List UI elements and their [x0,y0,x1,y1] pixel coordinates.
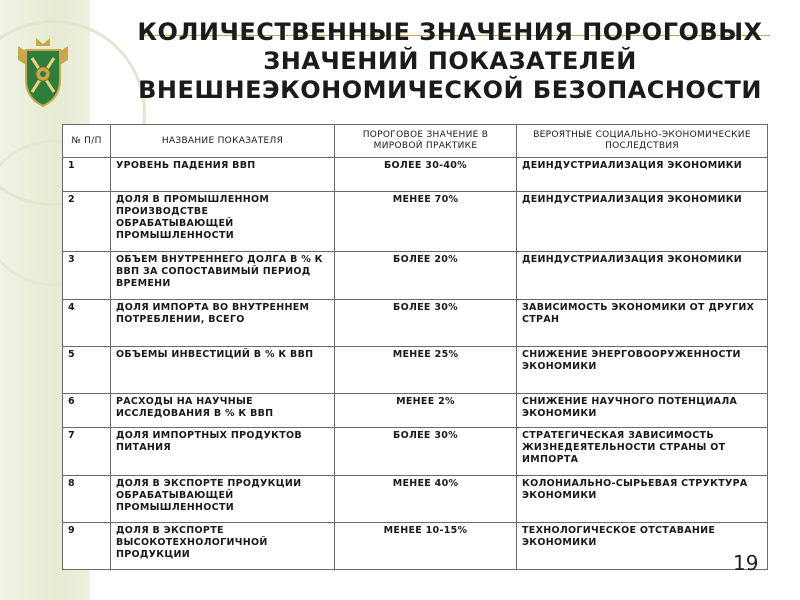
threshold-value: БОЛЕЕ 30% [335,428,517,476]
header-threshold: ПОРОГОВОЕ ЗНАЧЕНИЕ В МИРОВОЙ ПРАКТИКЕ [335,125,517,158]
indicator-name: ДОЛЯ В ПРОМЫШЛЕННОМ ПРОИЗВОДСТВЕ ОБРАБАТЫВАЮЩЕЙ ПРОМЫШЛЕННОСТИ [111,192,335,252]
title-line: ЗНАЧЕНИЙ ПОКАЗАТЕЛЕЙ [263,47,637,75]
threshold-value: МЕНЕЕ 25% [335,347,517,394]
indicators-table [62,124,768,570]
indicator-name: УРОВЕНЬ ПАДЕНИЯ ВВП [111,158,335,192]
consequence: ДЕИНДУСТРИАЛИЗАЦИЯ ЭКОНОМИКИ [517,192,768,252]
threshold-value: МЕНЕЕ 2% [335,394,517,428]
table-row [63,192,768,252]
threshold-value: МЕНЕЕ 40% [335,476,517,523]
table-header-row [63,125,768,158]
page-number: 19 [733,551,759,575]
table-row [63,347,768,394]
row-number: 4 [63,300,111,347]
consequence: СНИЖЕНИЕ ЭНЕРГОВООРУЖЕННОСТИ ЭКОНОМИКИ [517,347,768,394]
consequence: ЗАВИСИМОСТЬ ЭКОНОМИКИ ОТ ДРУГИХ СТРАН [517,300,768,347]
table-row [63,523,768,570]
row-number: 6 [63,394,111,428]
row-number: 7 [63,428,111,476]
indicator-name: ДОЛЯ В ЭКСПОРТЕ ВЫСОКОТЕХНОЛОГИЧНОЙ ПРОДУКЦИИ [111,523,335,570]
row-number: 9 [63,523,111,570]
row-number: 5 [63,347,111,394]
indicator-name: ОБЪЕМ ВНУТРЕННЕГО ДОЛГА В % К ВВП ЗА СОПОСТАВИМЫЙ ПЕРИОД ВРЕМЕНИ [111,252,335,300]
title-line: ВНЕШНЕЭКОНОМИЧЕСКОЙ БЕЗОПАСНОСТИ [138,76,762,104]
consequence: ДЕИНДУСТРИАЛИЗАЦИЯ ЭКОНОМИКИ [517,158,768,192]
indicator-name: ДОЛЯ В ЭКСПОРТЕ ПРОДУКЦИИ ОБРАБАТЫВАЮЩЕЙ ПРОМЫШЛЕННОСТИ [111,476,335,523]
consequence: ДЕИНДУСТРИАЛИЗАЦИЯ ЭКОНОМИКИ [517,252,768,300]
threshold-value: МЕНЕЕ 10-15% [335,523,517,570]
header-indicator-name: НАЗВАНИЕ ПОКАЗАТЕЛЯ [111,125,335,158]
header-consequences: ВЕРОЯТНЫЕ СОЦИАЛЬНО-ЭКОНОМИЧЕСКИЕ ПОСЛЕДСТВИЯ [517,125,768,158]
table-row [63,252,768,300]
indicator-name: ДОЛЯ ИМПОРТНЫХ ПРОДУКТОВ ПИТАНИЯ [111,428,335,476]
table-row [63,300,768,347]
consequence: ТЕХНОЛОГИЧЕСКОЕ ОТСТАВАНИЕ ЭКОНОМИКИ [517,523,768,570]
consequence: СНИЖЕНИЕ НАУЧНОГО ПОТЕНЦИАЛА ЭКОНОМИКИ [517,394,768,428]
row-number: 3 [63,252,111,300]
table-row [63,394,768,428]
consequence: СТРАТЕГИЧЕСКАЯ ЗАВИСИМОСТЬ ЖИЗНЕДЕЯТЕЛЬНОСТИ СТРАНЫ ОТ ИМПОРТА [517,428,768,476]
consequence: КОЛОНИАЛЬНО-СЫРЬЕВАЯ СТРУКТУРА ЭКОНОМИКИ [517,476,768,523]
threshold-value: БОЛЕЕ 30% [335,300,517,347]
threshold-value: МЕНЕЕ 70% [335,192,517,252]
row-number: 1 [63,158,111,192]
row-number: 2 [63,192,111,252]
row-number: 8 [63,476,111,523]
indicator-name: ДОЛЯ ИМПОРТА ВО ВНУТРЕННЕМ ПОТРЕБЛЕНИИ, ВСЕГО [111,300,335,347]
header-number: № П/П [63,125,111,158]
table-row [63,158,768,192]
title-line: КОЛИЧЕСТВЕННЫЕ ЗНАЧЕНИЯ ПОРОГОВЫХ [137,18,763,46]
indicator-name: ОБЪЕМЫ ИНВЕСТИЦИЙ В % К ВВП [111,347,335,394]
threshold-value: БОЛЕЕ 30-40% [335,158,517,192]
slide-title [120,18,780,105]
table-row [63,476,768,523]
table-row [63,428,768,476]
customs-emblem-icon [14,36,72,108]
threshold-value: БОЛЕЕ 20% [335,252,517,300]
indicator-name: РАСХОДЫ НА НАУЧНЫЕ ИССЛЕДОВАНИЯ В % К ВВП [111,394,335,428]
